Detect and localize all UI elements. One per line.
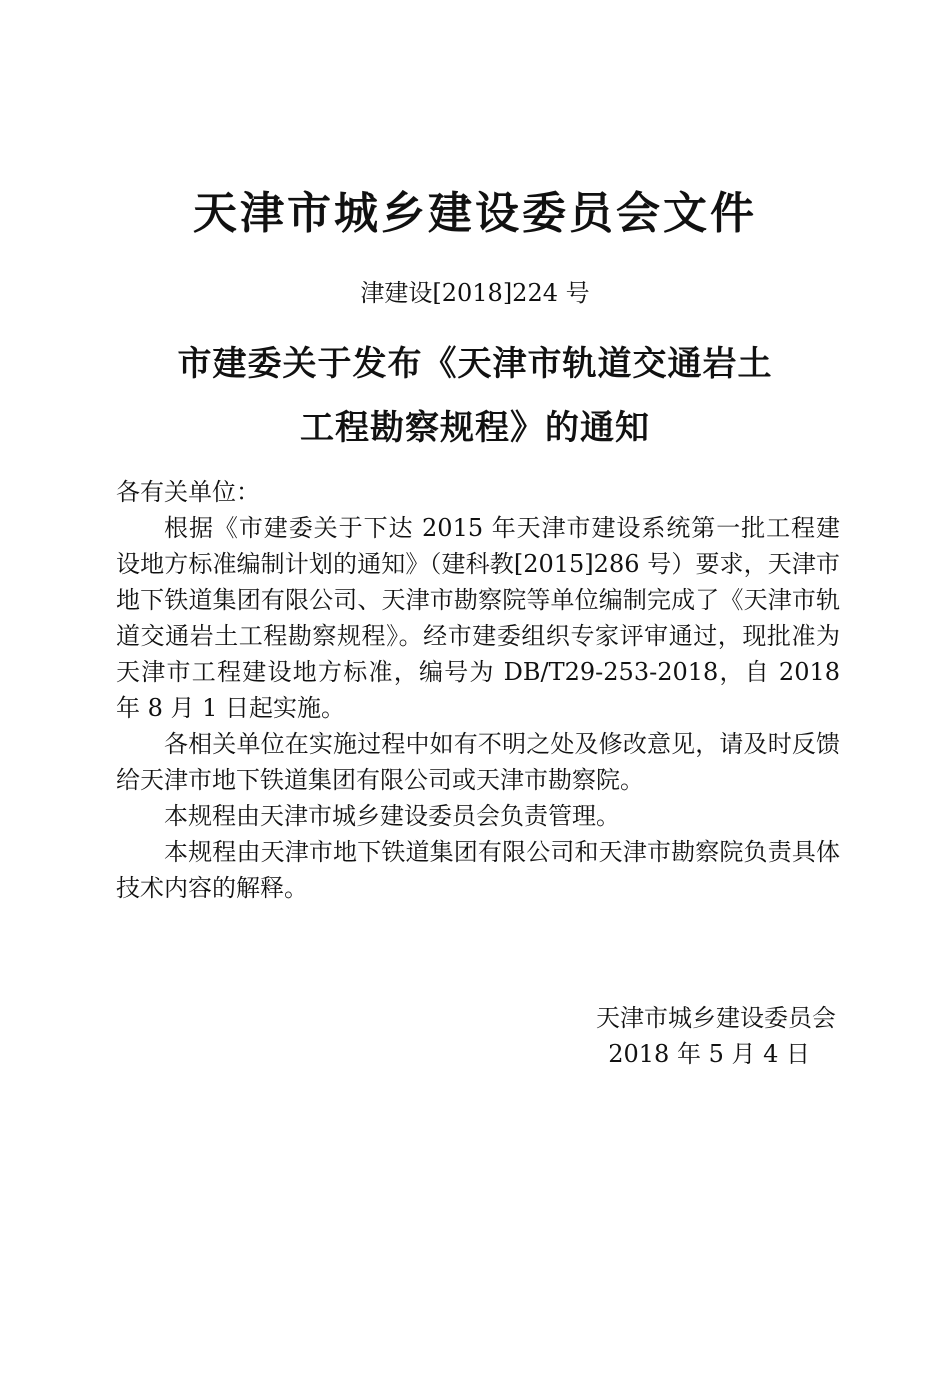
document-number: 津建设[2018]224 号 xyxy=(360,279,590,307)
salutation: 各有关单位： xyxy=(116,478,260,506)
notice-title-line-2: 工程勘察规程》的通知 xyxy=(300,408,650,448)
body-paragraph-3: 本规程由天津市城乡建设委员会负责管理。 xyxy=(164,802,620,830)
body-paragraph-4: 本规程由天津市地下铁道集团有限公司和天津市勘察院负责具体技术内容的解释。 xyxy=(116,838,840,902)
body-paragraph-2: 各相关单位在实施过程中如有不明之处及修改意见，请及时反馈给天津市地下铁道集团有限公司或天津市勘察院。 xyxy=(116,730,840,794)
body-paragraph-1: 根据《市建委关于下达 2015 年天津市建设系统第一批工程建设地方标准编制计划的通知》（建科教[2015]286 号）要求，天津市地下铁道集团有限公司、天津市勘察院等单位编制完成了《天津市轨道交通岩土工程勘察规程》。经市建委组织专家评审通过，现批准为天津市工程建设地方标准，编号为 DB/T29-253-2018，自 2018 年 8 月 1 日起实施。 xyxy=(116,514,840,722)
signature-organization: 天津市城乡建设委员会 xyxy=(596,1004,836,1032)
notice-title-line-1: 市建委关于发布《天津市轨道交通岩土 xyxy=(177,344,773,384)
issuer-header-title: 天津市城乡建设委员会文件 xyxy=(193,188,757,239)
signature-date: 2018 年 5 月 4 日 xyxy=(608,1040,810,1068)
